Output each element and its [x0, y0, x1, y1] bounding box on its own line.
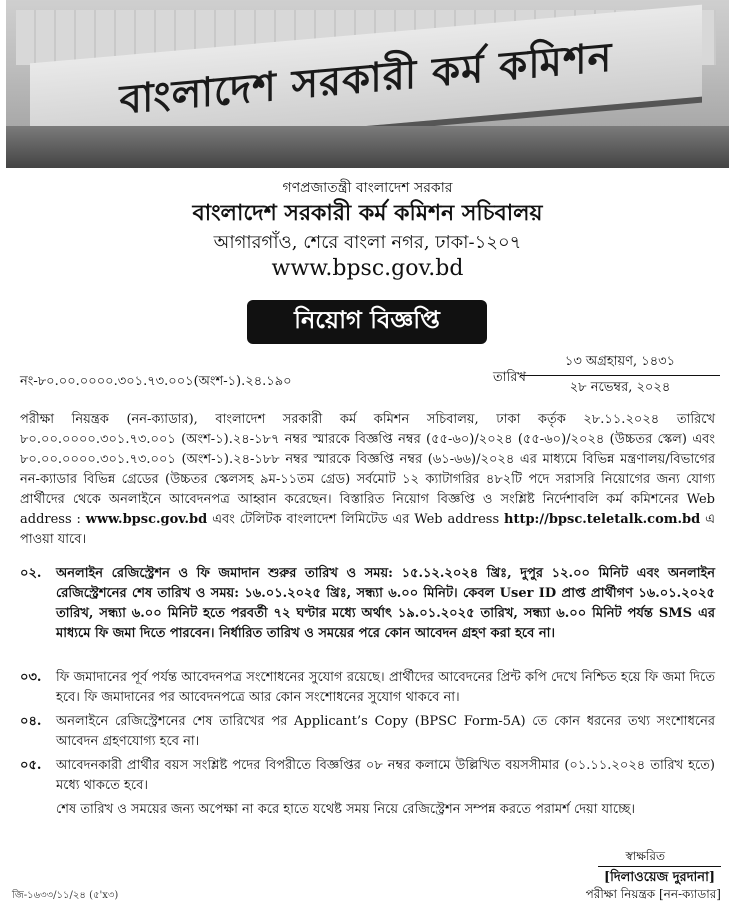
bpsc-link[interactable]: www.bpsc.gov.bd [85, 512, 208, 527]
date-block [520, 352, 720, 399]
clause-text: আবেদনকারী প্রার্থীর বয়স সংশ্লিষ্ট পদের বিপরীতে বিজ্ঞপ্তির ০৮ নম্বর কলামে উল্লিখিত বয়সসীমার (০১.১১.২০২৪ তারিখ হতে) মধ্যে থাকতে হবে। [56, 758, 715, 793]
clause-number: ০২. [20, 566, 42, 581]
teletalk-link[interactable]: http://bpsc.teletalk.com.bd [504, 512, 701, 527]
date-bangla: ১৩ অগ্রহায়ণ, ১৪৩১ [520, 352, 720, 376]
intro-text-b: এবং টেলিটক বাংলাদেশ লিমিটেড এর Web address [207, 512, 504, 527]
government-title: গণপ্রজাতন্ত্রী বাংলাদেশ সরকার [282, 180, 453, 196]
memo-number: নং-৮০.০০.০০০০.৩০১.৭৩.০০১(অংশ-১).২৪.১৯০ [20, 374, 292, 389]
intro-text-a: পরীক্ষা নিয়ন্ত্রক (নন-ক্যাডার), বাংলাদেশ সরকারী কর্ম কমিশন সচিবালয়, ঢাকা কর্তৃক ২৮.১১.২০২৪ তারিখে ৮০.০০.০০০০.৩০১.৭৩.০০১ (অংশ-১).২৪-১৮৭ নম্বর স্মারকে বিজ্ঞপ্তি নম্বর (৫৫-৬০)/২০২৪ (৫৫-৬০)/২০২৪ (উচ্চতর স্কেল) এবং ৮০.০০.০০০০.৩০১.৭৩.০০১ (অংশ-১).২৪-১৮৮ নম্বর স্মারকে বিজ্ঞপ্তি নম্বর (৬১-৬৬)/২০২৪ এর মাধ্যমে বিভিন্ন মন্ত্রণালয়/বিভাগের নন-ক্যাডার বিভিন্ন গ্রেডের (উচ্চতর স্কেলসহ ৯ম-১১তম গ্রেড) সর্বমোট ১২ ক্যাটাগরির ৪৮২টি পদে সরাসরি নিয়োগের জন্য যোগ্য প্রার্থীদের থেকে অনলাইনে আবেদনপত্র আহ্বান করেছেন। বিস্তারিত নিয়োগ বিজ্ঞপ্তি ও সংশ্লিষ্ট নির্দেশাবলি কর্ম কমিশনের Web address : [20, 412, 715, 527]
intro-text-c: এ পাওয়া যাবে। [20, 512, 715, 547]
website-url[interactable]: www.bpsc.gov.bd [271, 256, 464, 281]
notice-title: নিয়োগ বিজ্ঞপ্তি [294, 305, 440, 334]
clause-number: ০৫. [20, 758, 42, 773]
clause-number: ০৩. [20, 670, 42, 685]
building-base [6, 126, 729, 168]
notice-title-box [247, 300, 487, 344]
office-address: আগারগাঁও, শেরে বাংলা নগর, ঢাকা-১২০৭ [213, 232, 522, 253]
signer-name: [দিলাওয়েজ দুরদানা] [598, 866, 721, 890]
signed-label: স্বাক্ষরিত [625, 849, 665, 863]
date-label: তারিখ [493, 370, 526, 385]
clause-text: ফি জমাদানের পূর্ব পর্যন্ত আবেদনপত্র সংশোধনের সুযোগ রয়েছে। প্রার্থীদের আবেদনের প্রিন্ট কপি দেখে নিশ্চিত হয়ে ফি জমা দিতে হবে। ফি জমাদানের পর আবেদনপত্রে আর কোন সংশোধনের সুযোগ থাকবে না। [56, 670, 715, 705]
signer-designation: পরীক্ষা নিয়ন্ত্রক [নন-ক্যাডার] [585, 887, 721, 901]
secretariat-title: বাংলাদেশ সরকারী কর্ম কমিশন সচিবালয় [192, 200, 543, 226]
date-english: ২৮ নভেম্বর, ২০২৪ [569, 380, 671, 395]
clause-text: অনলাইন রেজিস্ট্রেশন ও ফি জমাদান শুরুর তারিখ ও সময়: ১৫.১২.২০২৪ খ্রিঃ, দুপুর ১২.০০ মিনিট এবং অনলাইন রেজিস্ট্রেশনের শেষ তারিখ ও সময়: ১৬.০১.২০২৫ খ্রিঃ, সন্ধ্যা ৬.০০ মিনিট। কেবল User ID প্রাপ্ত প্রার্থীগণ ১৬.০১.২০২৫ তারিখ, সন্ধ্যা ৬.০০ মিনিট হতে পরবর্তী ৭২ ঘণ্টার মধ্যে অর্থাৎ ১৯.০১.২০২৫ তারিখ, সন্ধ্যা ৬.০০ মিনিট পর্যন্ত SMS এর মাধ্যমে ফি জমা দিতে পারবেন। নির্ধারিত তারিখ ও সময়ের পরে কোন আবেদন গ্রহণ করা হবে না। [56, 566, 715, 641]
clause-text: অনলাইনে রেজিস্ট্রেশনের শেষ তারিখের পর Applicant’s Copy (BPSC Form-5A) তে কোন ধরনের তথ্য সংশোধনের আবেদন গ্রহণযোগ্য হবে না। [56, 714, 715, 749]
clause-number: ০৪. [20, 714, 42, 729]
nameplate-text: বাংলাদেশ সরকারী কর্ম কমিশন [119, 32, 613, 124]
intro-paragraph [20, 410, 715, 550]
building-sign-photo [6, 0, 729, 168]
reference-code: জি-১৬৩৩/১১/২৪ (৫'x৩) [12, 890, 119, 901]
clause-text: শেষ তারিখ ও সময়ের জন্য অপেক্ষা না করে হাতে যথেষ্ট সময় নিয়ে রেজিস্ট্রেশন সম্পন্ন করতে পরামর্শ দেয়া যাচ্ছে। [56, 802, 636, 817]
